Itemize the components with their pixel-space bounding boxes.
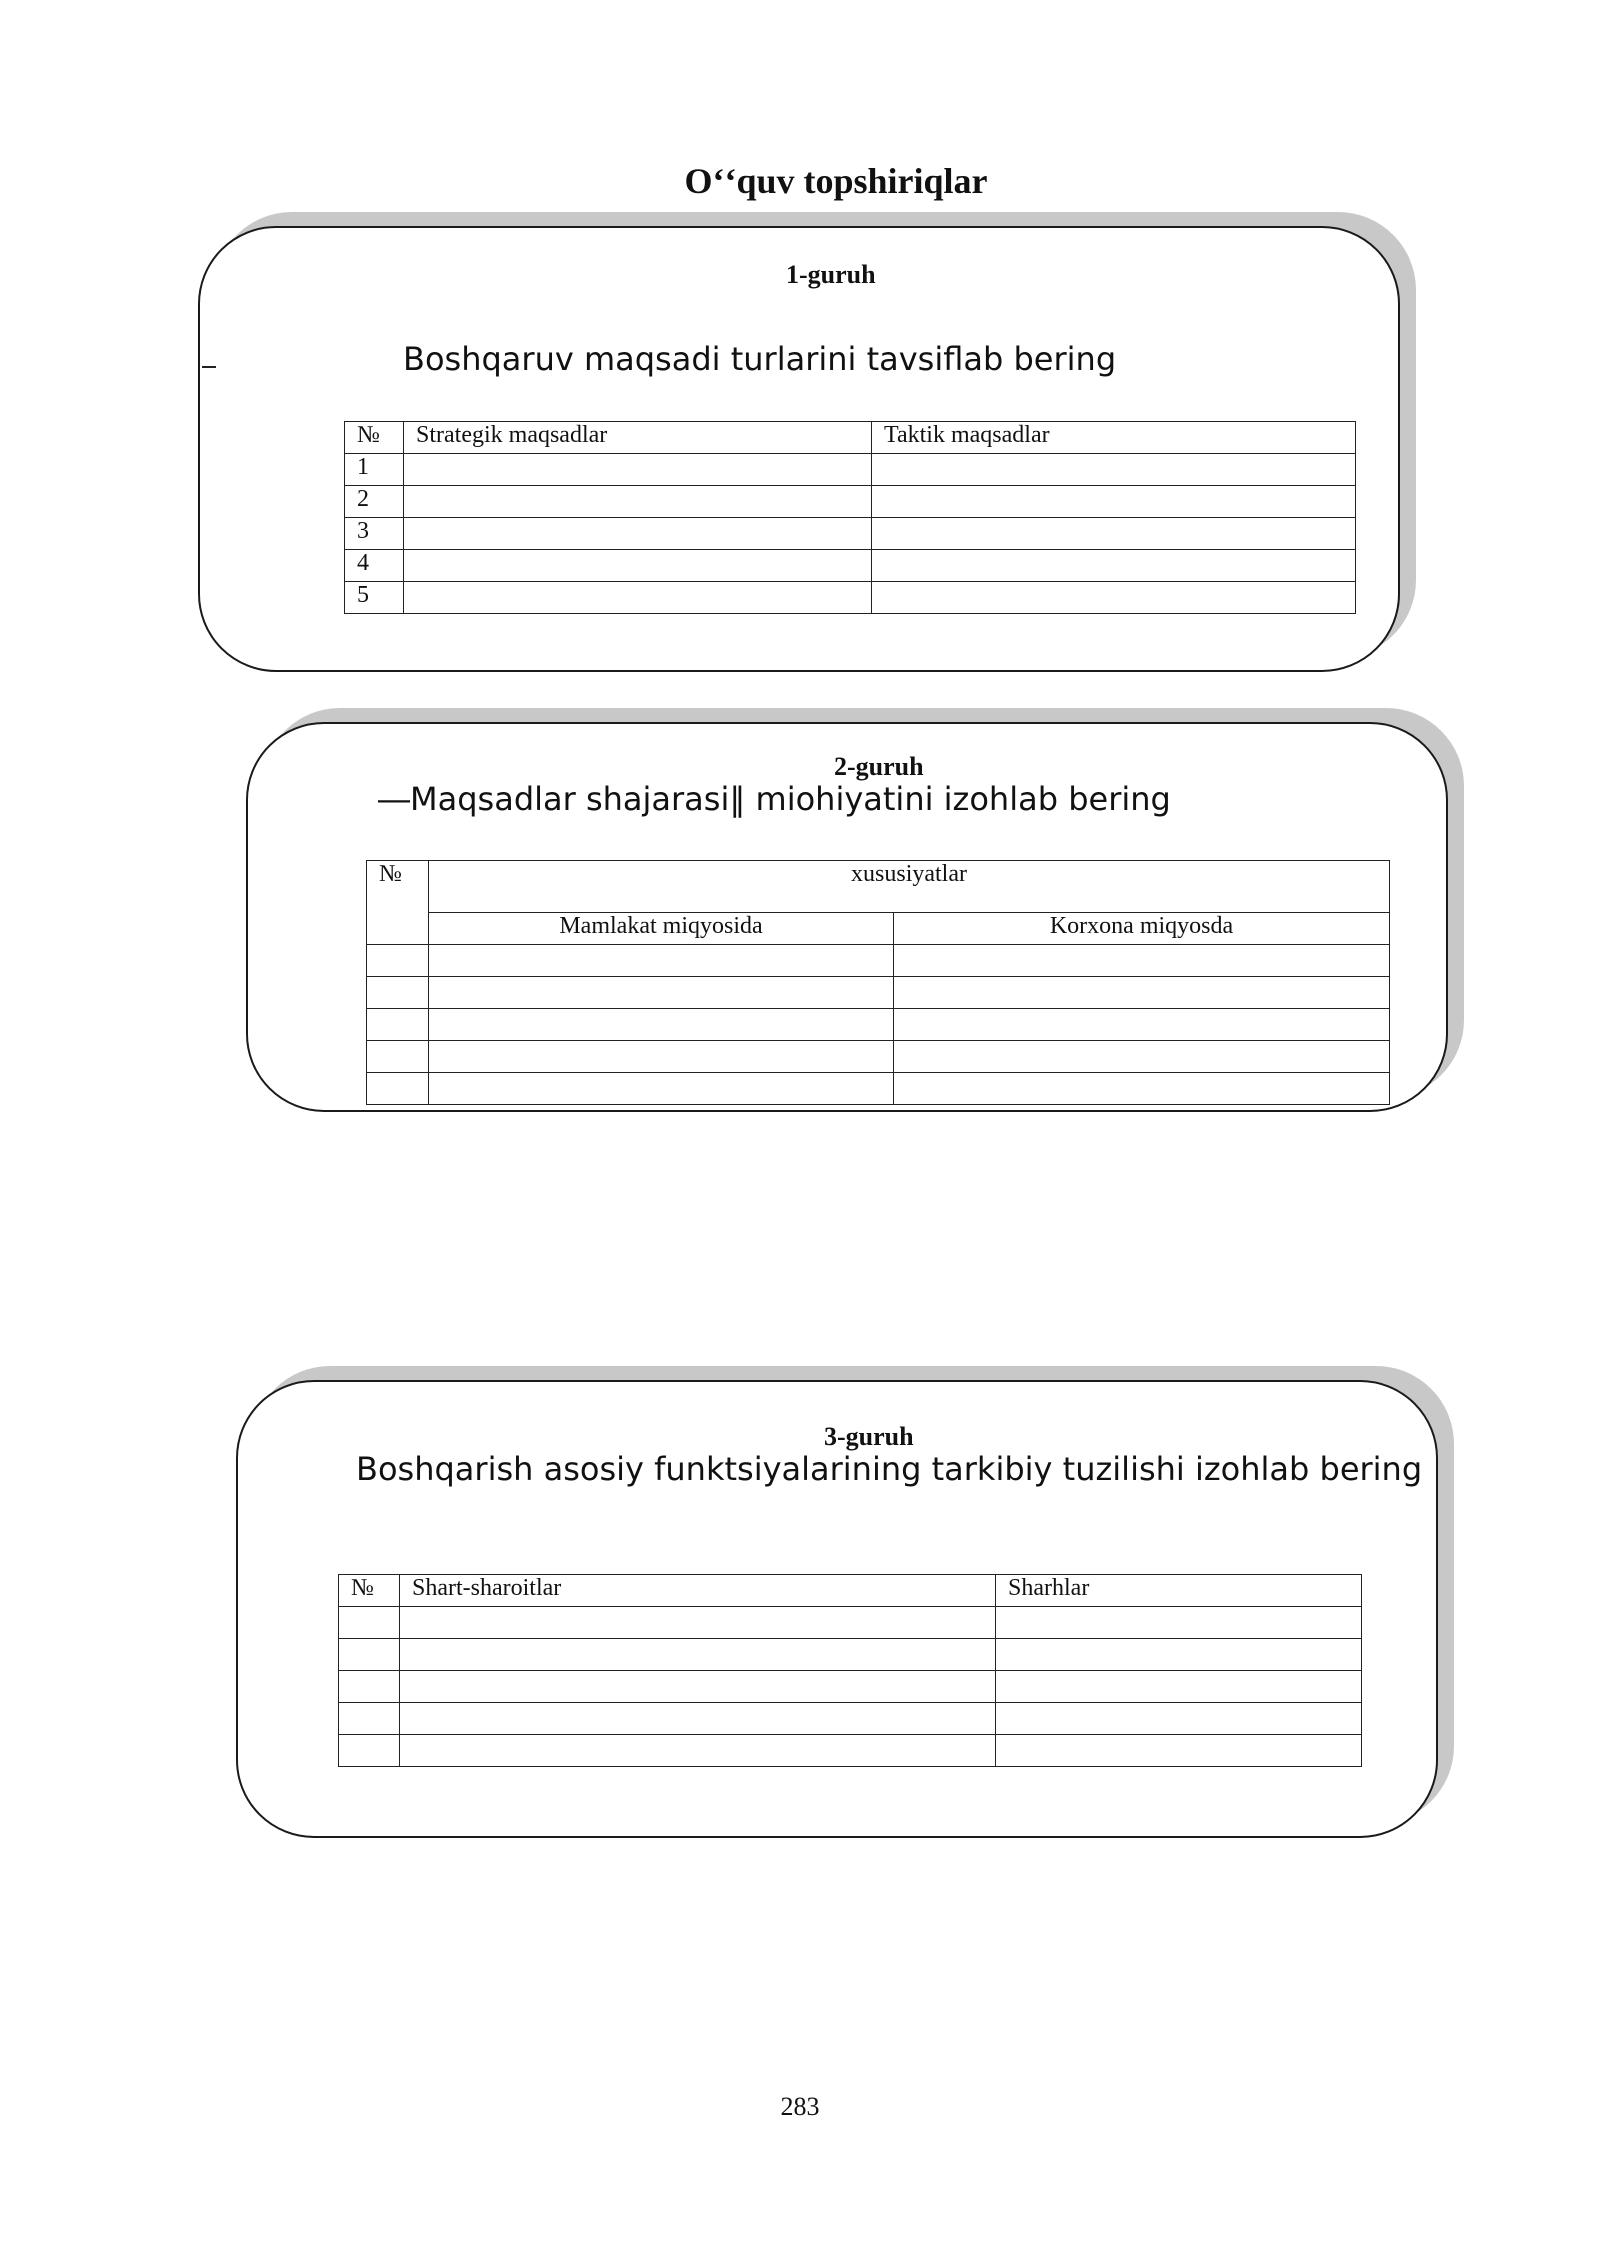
header-cell-no: № [367, 861, 429, 945]
table-row [367, 1041, 1390, 1073]
row-number[interactable] [339, 1703, 400, 1735]
table-cell[interactable] [872, 518, 1356, 550]
row-number[interactable] [339, 1607, 400, 1639]
table-cell[interactable] [429, 1073, 894, 1105]
table-cell[interactable] [400, 1671, 996, 1703]
table-row [367, 977, 1390, 1009]
table-row [345, 454, 1356, 486]
table-cell[interactable] [872, 582, 1356, 614]
row-number[interactable] [367, 977, 429, 1009]
table-cell[interactable] [996, 1639, 1362, 1671]
subheader-cell-company: Korxona miqyosda [894, 913, 1390, 945]
header-cell-no: № [345, 422, 404, 454]
table-row [345, 582, 1356, 614]
table-header-row [345, 422, 1356, 454]
table-cell[interactable] [404, 454, 872, 486]
table-cell[interactable] [400, 1639, 996, 1671]
table-cell[interactable] [400, 1703, 996, 1735]
table-cell[interactable] [996, 1671, 1362, 1703]
table-row [345, 518, 1356, 550]
table-cell[interactable] [429, 1009, 894, 1041]
table-cell[interactable] [404, 550, 872, 582]
table-cell[interactable] [429, 1041, 894, 1073]
group1-task: Boshqaruv maqsadi turlarini tavsiflab bering [403, 340, 1117, 378]
table-cell[interactable] [996, 1703, 1362, 1735]
row-number: 4 [345, 550, 404, 582]
row-number: 3 [345, 518, 404, 550]
header-cell-strategic: Strategik maqsadlar [404, 422, 872, 454]
table-row [345, 550, 1356, 582]
table-row [345, 486, 1356, 518]
table-cell[interactable] [400, 1735, 996, 1767]
row-number: 2 [345, 486, 404, 518]
header-cell-features: xususiyatlar [429, 861, 1390, 913]
group3-table [338, 1574, 1362, 1767]
row-number[interactable] [339, 1639, 400, 1671]
table-row [339, 1639, 1362, 1671]
table-row [367, 1073, 1390, 1105]
table-cell[interactable] [429, 945, 894, 977]
table-row [339, 1671, 1362, 1703]
table-cell[interactable] [894, 1041, 1390, 1073]
row-number[interactable] [367, 1041, 429, 1073]
table-row [367, 1009, 1390, 1041]
row-number[interactable] [367, 1009, 429, 1041]
row-number[interactable] [339, 1735, 400, 1767]
table-cell[interactable] [404, 582, 872, 614]
table-header-row [367, 861, 1390, 913]
table-row [339, 1703, 1362, 1735]
header-cell-no: № [339, 1575, 400, 1607]
row-number[interactable] [367, 945, 429, 977]
page-number: 283 [780, 2092, 820, 2121]
group2-task: ―Maqsadlar shajarasi‖ miohiyatini izohlab bering [378, 780, 1171, 818]
table-cell[interactable] [429, 977, 894, 1009]
table-cell[interactable] [894, 977, 1390, 1009]
table-cell[interactable] [400, 1607, 996, 1639]
table-row [339, 1735, 1362, 1767]
header-cell-comments: Sharhlar [996, 1575, 1362, 1607]
table-cell[interactable] [996, 1607, 1362, 1639]
table-cell[interactable] [872, 550, 1356, 582]
table-cell[interactable] [404, 486, 872, 518]
group3-task: Boshqarish asosiy funktsiyalarining tarkibiy tuzilishi izohlab bering [356, 1450, 1423, 1488]
table-cell[interactable] [872, 454, 1356, 486]
subheader-cell-country: Mamlakat miqyosida [429, 913, 894, 945]
row-number: 5 [345, 582, 404, 614]
group3-label: 3-guruh [824, 1422, 914, 1451]
table-cell[interactable] [894, 1073, 1390, 1105]
header-cell-conditions: Shart-sharoitlar [400, 1575, 996, 1607]
row-number[interactable] [367, 1073, 429, 1105]
row-number[interactable] [339, 1671, 400, 1703]
table-row [339, 1607, 1362, 1639]
table-cell[interactable] [894, 945, 1390, 977]
group2-label: 2-guruh [834, 752, 924, 781]
page-title: Oʻʻquv topshiriqlar [684, 161, 988, 201]
margin-tick [202, 366, 216, 368]
table-cell[interactable] [996, 1735, 1362, 1767]
table-row [367, 945, 1390, 977]
table-subheader-row [367, 913, 1390, 945]
table-header-row [339, 1575, 1362, 1607]
group2-table [366, 860, 1390, 1105]
row-number: 1 [345, 454, 404, 486]
table-cell[interactable] [404, 518, 872, 550]
table-cell[interactable] [872, 486, 1356, 518]
table-cell[interactable] [894, 1009, 1390, 1041]
group1-label: 1-guruh [786, 260, 876, 289]
group1-table [344, 421, 1356, 614]
header-cell-tactical: Taktik maqsadlar [872, 422, 1356, 454]
